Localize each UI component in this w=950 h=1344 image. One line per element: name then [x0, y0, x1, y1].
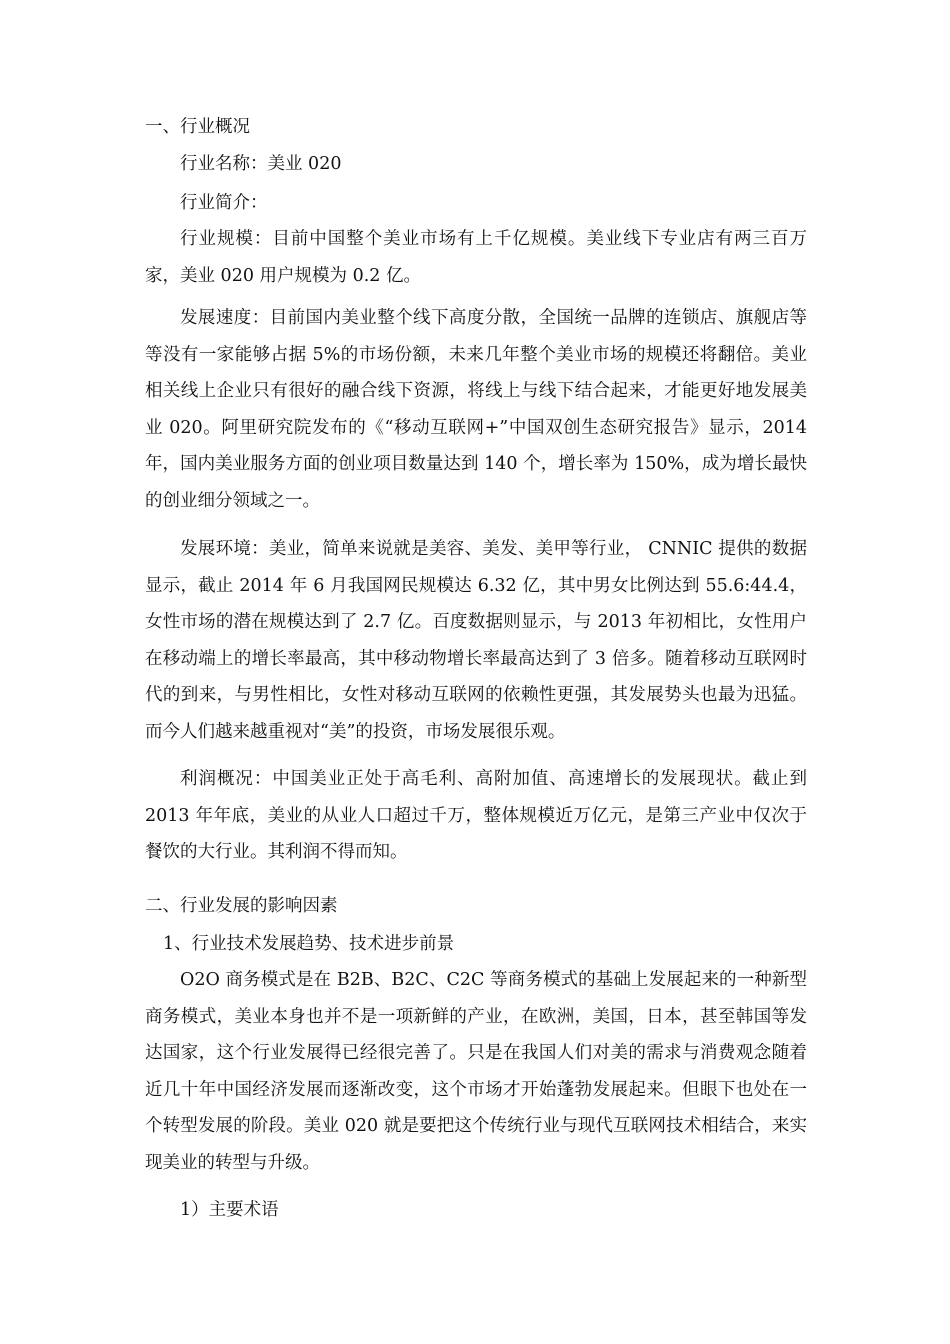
industry-scale-paragraph: 行业规模：目前中国整个美业市场有上千亿规模。美业线下专业店有两三百万家，美业 020 用户规模为 0.2 亿。	[145, 229, 807, 286]
development-speed-paragraph: 发展速度：目前国内美业整个线下高度分散，全国统一品牌的连锁店、旗舰店等等没有一家能够占据 5%的市场份额，未来几年整个美业市场的规模还将翻倍。美业相关线上企业只有很好的融合线下资源，将线上与线下结合起来，才能更好地发展美业 020。阿里研究院发布的《“移动互联网+”中国双创生态研究报告》显示，2014 年，国内美业服务方面的创业项目数量达到 140 个，增长率为 150%，成为增长最快的创业细分领域之一。	[145, 308, 807, 511]
subsection-tech-trend: 1、行业技术发展趋势、技术进步前景	[163, 934, 455, 954]
industry-intro-label: 行业简介：	[180, 193, 268, 213]
o2o-business-paragraph: O2O 商务模式是在 B2B、B2C、C2C 等商务模式的基础上发展起来的一种新型商务模式，美业本身也并不是一项新鲜的产业，在欧洲，美国，日本，甚至韩国等发达国家，这个行业发展得已经很完善了。只是在我国人们对美的需求与消费观念随着近几十年中国经济发展而逐渐改变，这个市场才开始蓬勃发展起来。但眼下也处在一个转型发展的阶段。美业 020 就是要把这个传统行业与现代互联网技术相结合，来实现美业的转型与升级。	[145, 970, 807, 1173]
section2-heading: 二、行业发展的影响因素	[145, 896, 338, 916]
development-environment-paragraph: 发展环境：美业，简单来说就是美容、美发、美甲等行业， CNNIC 提供的数据显示，截止 2014 年 6 月我国网民规模达 6.32 亿，其中男女比例达到 55.6:44.4，女性市场的潜在规模达到了 2.7 亿。百度数据则显示，与 2013 年初相比，女性用户在移动端上的增长率最高，其中移动物增长率最高达到了 3 倍多。随着移动互联网时代的到来，与男性相比，女性对移动互联网的依赖性更强，其发展势头也最为迅猛。而今人们越来越重视对“美”的投资，市场发展很乐观。	[145, 539, 807, 742]
section1-heading: 一、行业概况	[145, 117, 250, 137]
subsection-main-terms: 1）主要术语	[180, 1200, 279, 1220]
industry-name: 行业名称：美业 020	[180, 154, 342, 174]
profit-overview-paragraph: 利润概况：中国美业正处于高毛利、高附加值、高速增长的发展现状。截止到 2013 年年底，美业的从业人口超过千万，整体规模近万亿元，是第三产业中仅次于餐饮的大行业。其利润不得而知。	[145, 769, 807, 862]
